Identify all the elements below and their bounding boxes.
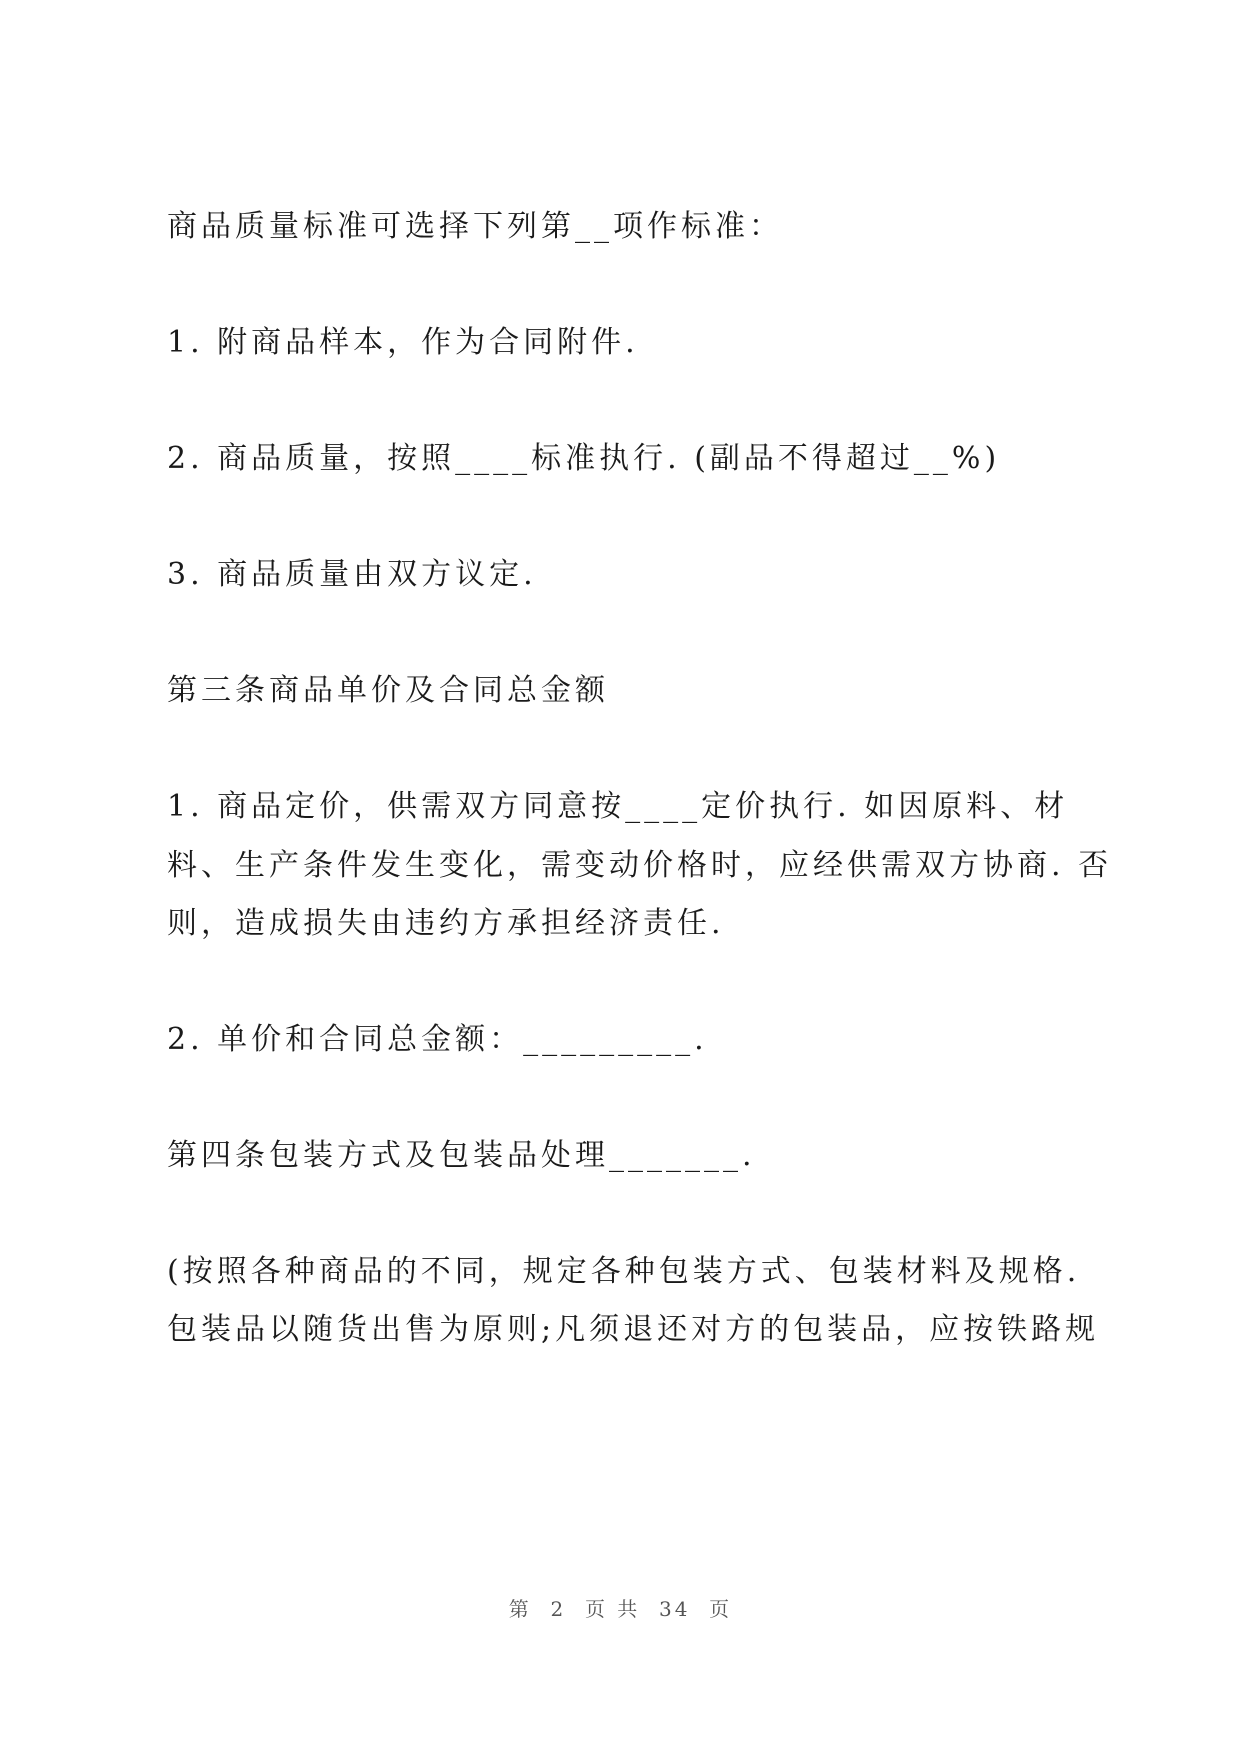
article-3-heading: 第三条商品单价及合同总金额 — [167, 673, 609, 708]
packaging-paragraph-line-2: 包装品以随货出售为原则;凡须退还对方的包装品，应按铁路规 — [167, 1312, 1100, 1347]
pricing-paragraph-line-3: 则，造成损失由违约方承担经济责任. — [167, 906, 725, 941]
pricing-paragraph-line-2: 料、生产条件发生变化，需变动价格时，应经供需双方协商. 否 — [167, 848, 1113, 883]
page-number-footer: 第 2 页 共 34 页 — [508, 1597, 733, 1621]
packaging-paragraph-line-1: (按照各种商品的不同，规定各种包装方式、包装材料及规格. — [167, 1254, 1081, 1289]
quality-option-1: 1. 附商品样本，作为合同附件. — [167, 325, 639, 360]
pricing-paragraph-line-1: 1. 商品定价，供需双方同意按____定价执行. 如因原料、材 — [167, 789, 1069, 824]
total-amount-line: 2. 单价和合同总金额：_________. — [167, 1022, 708, 1057]
article-4-heading: 第四条包装方式及包装品处理_______. — [167, 1138, 756, 1173]
quality-standard-intro: 商品质量标准可选择下列第__项作标准： — [167, 209, 783, 244]
quality-option-3: 3. 商品质量由双方议定. — [167, 557, 537, 592]
quality-option-2: 2. 商品质量，按照____标准执行. (副品不得超过__%) — [167, 441, 1001, 476]
